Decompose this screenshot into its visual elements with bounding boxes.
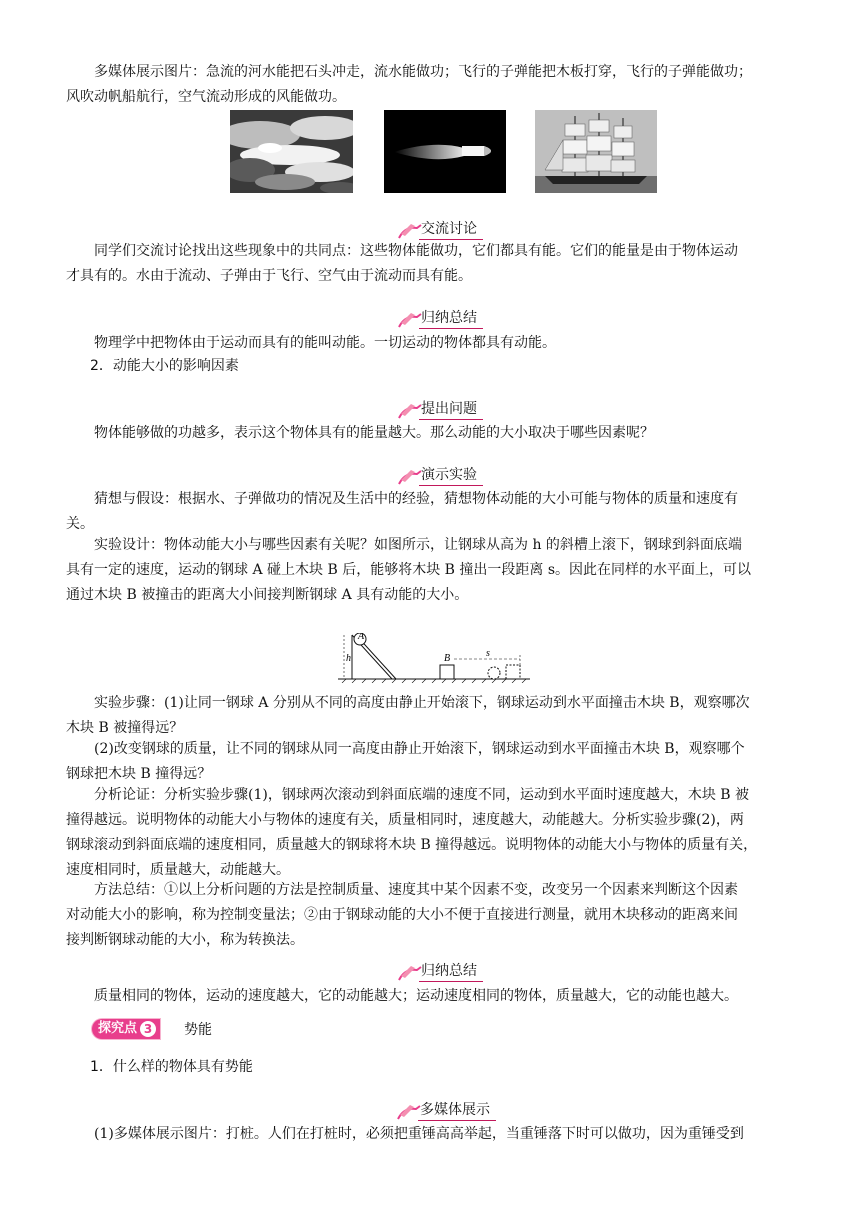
summary-paragraph-2: 质量相同的物体，运动的速度越大，它的动能越大；运动速度相同的物体，质量越大，它的动能也越大。: [94, 988, 738, 1004]
section-heading-potential: 1．什么样的物体具有势能: [90, 1059, 253, 1075]
sailboat-photo: [535, 110, 657, 193]
section-heading-kinetic-factors: 2．动能大小的影响因素: [90, 358, 239, 374]
explore-number: 3: [140, 1021, 156, 1037]
diagram-label-h: h: [346, 653, 351, 664]
diagram-label-a: A: [358, 633, 365, 642]
explore-title: 势能: [184, 1022, 213, 1038]
discussion-paragraph: 同学们交流讨论找出这些现象中的共同点：这些物体能做功，它们都具有能。它们的能量是由于物体运动 才具有的。水由于流动、子弹由于飞行、空气由于流动而具有能。: [66, 243, 738, 284]
experiment-diagram: [334, 633, 534, 683]
summary-tag-2: 归纳总结: [397, 958, 483, 982]
steps-paragraph-2: (2)改变钢球的质量，让不同的钢球从同一高度由静止开始滚下，钢球运动到水平面撞击木块 B，观察哪个 钢球把木块 B 撞得远？: [66, 741, 745, 782]
question-tag: 提出问题: [397, 396, 483, 420]
diagram-label-b: B: [444, 653, 451, 664]
analysis-paragraph: 分析论证：分析实验步骤(1)，钢球两次滚动到斜面底端的速度不同，运动到水平面时速度越大，木块 B 被 撞得越远。说明物体的动能大小与物体的速度有关，质量相同时，速度越大，动能越大。分析实验步骤(2)，两 钢球滚动到斜面底端的速度相同，质量越大的钢球将木块 B 撞得越远。说明物体的动能大小与物体的质量有关， 速度相同时，质量越大，动能越大。: [66, 787, 758, 878]
explore-point-header: [92, 1018, 212, 1040]
question-paragraph: 物体能够做的功越多，表示这个物体具有的能量越大。那么动能的大小取决于哪些因素呢？: [94, 425, 654, 441]
steps-paragraph-1: 实验步骤：(1)让同一钢球 A 分别从不同的高度由静止开始滚下，钢球运动到水平面撞击木块 B，观察哪次 木块 B 被撞得远？: [66, 695, 750, 736]
bullet-photo: [384, 110, 506, 193]
summary-paragraph-1: 物理学中把物体由于运动而具有的能叫动能。一切运动的物体都具有动能。: [94, 335, 556, 351]
intro-paragraph: 多媒体展示图片：急流的河水能把石头冲走，流水能做功；飞行的子弹能把木板打穿，飞行的子弹能做功； 风吹动帆船航行，空气流动形成的风能做功。: [66, 64, 752, 105]
hypothesis-paragraph: 猜想与假设：根据水、子弹做功的情况及生活中的经验，猜想物体动能的大小可能与物体的质量和速度有 关。: [66, 491, 738, 532]
media-tag: 多媒体展示: [396, 1097, 496, 1121]
diagram-label-s: s: [486, 648, 490, 659]
demo-tag: 演示实验: [397, 462, 483, 486]
discuss-tag: 交流讨论: [397, 216, 483, 240]
explore-badge: 探究点 3: [92, 1019, 160, 1039]
method-paragraph: 方法总结：①以上分析问题的方法是控制质量、速度其中某个因素不变，改变另一个因素来判断这个因素 对动能大小的影响，称为控制变量法；②由于钢球动能的大小不便于直接进行测量，就用木块移动的距离来间 接判断钢球动能的大小，称为转换法。: [66, 882, 738, 948]
last-paragraph: (1)多媒体展示图片：打桩。人们在打桩时，必须把重锤高高举起，当重锤落下时可以做功，因为重锤受到: [94, 1126, 744, 1142]
design-paragraph: 实验设计：物体动能大小与哪些因素有关呢？如图所示，让钢球从高为 h 的斜槽上滚下，钢球到斜面底端 具有一定的速度，运动的钢球 A 碰上木块 B 后，能够将木块 B 撞出一段距离 s。因此在同样的水平面上，可以 通过木块 B 被撞击的距离大小间接判断钢球 A 具有动能的大小。: [66, 537, 752, 603]
summary-tag-1: 归纳总结: [397, 305, 483, 329]
river-photo: [230, 110, 353, 193]
